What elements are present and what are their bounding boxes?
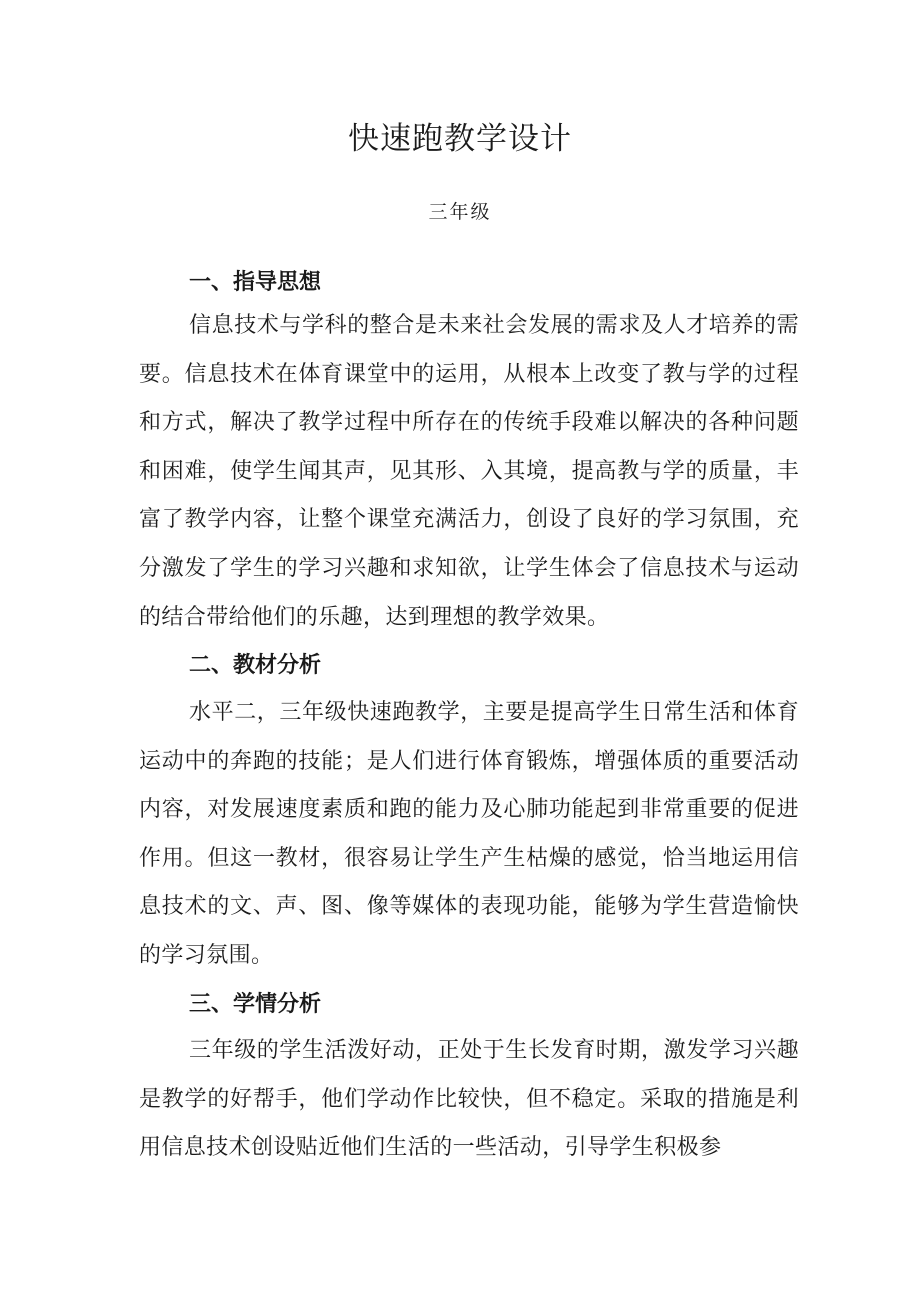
section-heading-guiding-ideology: 一、指导思想 <box>189 269 322 295</box>
section-paragraph-material-analysis: 水平二，三年级快速跑教学，主要是提高学生日常生活和体育运动中的奔跑的技能；是人们进行体育锻炼，增强体质的重要活动内容，对发展速度素质和跑的能力及心肺功能起到非常重要的促进作用。但这一教材，很容易让学生产生枯燥的感觉，恰当地运用信息技术的文、声、图、像等媒体的表现功能，能够为学生营造愉快的学习氛围。 <box>139 700 799 968</box>
document-title: 快速跑教学设计 <box>348 121 572 157</box>
section-heading-material-analysis: 二、教材分析 <box>189 652 322 678</box>
section-paragraph-guiding-ideology: 信息技术与学科的整合是未来社会发展的需求及人才培养的需要。信息技术在体育课堂中的运用，从根本上改变了教与学的过程和方式，解决了教学过程中所存在的传统手段难以解决的各种问题和困难，使学生闻其声，见其形、入其境，提高教与学的质量，丰富了教学内容，让整个课堂充满活力，创设了良好的学习氛围，充分激发了学生的学习兴趣和求知欲，让学生体会了信息技术与运动的结合带给他们的乐趣，达到理想的教学效果。 <box>139 313 799 630</box>
section-heading-student-analysis: 三、学情分析 <box>189 991 322 1017</box>
section-paragraph-student-analysis: 三年级的学生活泼好动，正处于生长发育时期，激发学习兴趣是教学的好帮手，他们学动作比较快，但不稳定。采取的措施是利用信息技术创设贴近他们生活的一些活动，引导学生积极参 <box>139 1038 799 1161</box>
document-subtitle: 三年级 <box>428 201 492 223</box>
